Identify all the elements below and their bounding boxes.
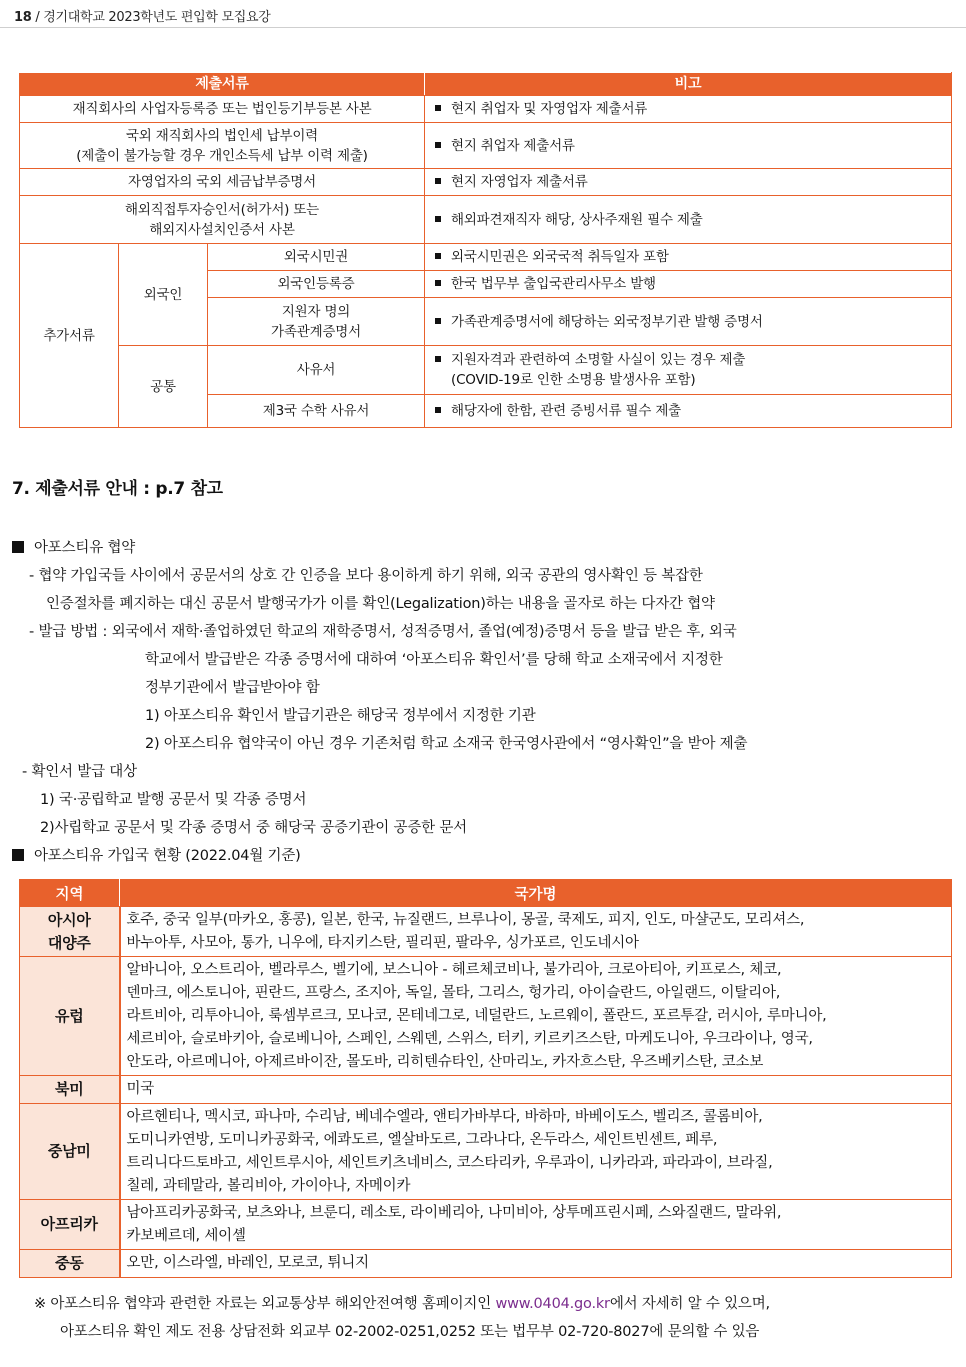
website-link[interactable]: www.0404.go.kr xyxy=(495,1296,610,1312)
countries-line: 안도라, 아르메니아, 아제르바이잔, 몰도바, 리히텐슈타인, 산마리노, 카자흐스탄, 우즈베키스탄, 코소보 xyxy=(126,1053,764,1070)
bullet-icon xyxy=(435,142,441,148)
header-divider xyxy=(0,27,966,28)
countries-line: 아르헨티나, 멕시코, 파나마, 수리남, 베네수엘라, 앤티가바부다, 바하마, 바베이도스, 벨리즈, 콜롬비아, xyxy=(126,1108,763,1125)
doc-cell: 자영업자의 국외 세금납부증명서 xyxy=(20,169,425,196)
member-states-heading xyxy=(12,842,957,870)
remark-text: 현지 취업자 제출서류 xyxy=(451,137,575,154)
countries-cell xyxy=(120,907,952,957)
target-item: 1) 국·공립학교 발행 공문서 및 각종 증명서 xyxy=(40,792,307,808)
countries-cell xyxy=(120,1200,952,1250)
method-sub-line: 1) 아포스티유 확인서 발급기관은 해당국 정부에서 지정한 기관 xyxy=(145,708,536,724)
countries-line: 호주, 중국 일부(마카오, 홍콩), 일본, 한국, 뉴질랜드, 브루나이, 몽골, 쿡제도, 피지, 인도, 마샬군도, 모리셔스, xyxy=(126,911,805,928)
doc-text: 지원자 명의 xyxy=(281,303,351,320)
section-title: 7. 제출서류 안내 : p.7 참고 xyxy=(12,479,223,499)
remark-cell xyxy=(425,244,952,271)
region-text: 아시아 xyxy=(47,910,91,929)
heading-text: 아포스티유 협약 xyxy=(34,540,136,556)
header-cell-countries: 국가명 xyxy=(120,880,952,907)
bullet-icon xyxy=(435,216,441,222)
remark-cell xyxy=(425,96,952,123)
region-cell: 유럽 xyxy=(20,957,120,1076)
countries-line: 바누아투, 사모아, 통가, 니우에, 타지키스탄, 필리핀, 팔라우, 싱가포르, 인도네시아 xyxy=(126,934,639,951)
countries-cell xyxy=(120,1104,952,1200)
doc-text: (제출이 불가능할 경우 개인소득세 납부 이력 제출) xyxy=(76,147,368,164)
remark-cell xyxy=(425,196,952,244)
footnote-text: 에서 자세히 알 수 있으며, xyxy=(609,1296,770,1312)
countries-line: 덴마크, 에스토니아, 핀란드, 프랑스, 조지아, 독일, 몰타, 그리스, 헝가리, 아이슬란드, 아일랜드, 이탈리아, xyxy=(126,984,781,1001)
footnote xyxy=(34,1290,959,1346)
method-sub-line: 2) 아포스티유 협약국이 아닌 경우 기존처럼 학교 소재국 한국영사관에서 “영사확인”을 받아 제출 xyxy=(145,736,748,752)
countries-line: 트리니다드토바고, 세인트루시아, 세인트키츠네비스, 코스타리카, 우루과이, 니카라과, 파라과이, 브라질, xyxy=(126,1154,773,1171)
foreigner-label: 외국인 xyxy=(119,244,208,346)
doc-cell xyxy=(208,298,425,346)
bullet-icon xyxy=(435,253,441,259)
method-line: - 발급 방법 : 외국에서 재학·졸업하였던 학교의 재학증명서, 성적증명서, 졸업(예정)증명서 등을 발급 받은 후, 외국 xyxy=(29,624,737,640)
heading-text: 아포스티유 가입국 현황 (2022.04월 기준) xyxy=(34,848,301,864)
bullet-icon xyxy=(435,105,441,111)
header-cell-region: 지역 xyxy=(20,880,120,907)
remark-cell xyxy=(425,123,952,169)
bullet-icon xyxy=(435,318,441,324)
desc-line: - 협약 가입국들 사이에서 공문서의 상호 간 인증을 보다 용이하게 하기 위해, 외국 공관의 영사확인 등 복잡한 xyxy=(29,568,703,584)
reference-mark: ※ xyxy=(34,1296,46,1312)
target-item: 2)사립학교 공문서 및 각종 증명서 중 해당국 공증기관이 공증한 문서 xyxy=(40,820,467,836)
region-cell xyxy=(20,907,120,957)
countries-line: 오만, 이스라엘, 바레인, 모로코, 튀니지 xyxy=(126,1255,369,1271)
apostille-description xyxy=(12,534,957,870)
doc-text: 해외지사설치인증서 사본 xyxy=(149,221,295,238)
countries-cell xyxy=(120,1250,952,1278)
doc-cell: 재직회사의 사업자등록증 또는 법인등기부등본 사본 xyxy=(20,96,425,123)
method-line: 학교에서 발급받은 각종 증명서에 대하여 ‘아포스티유 확인서’를 당해 학교 소재국에서 지정한 xyxy=(145,652,723,668)
bullet-icon xyxy=(435,280,441,286)
remark-text: (COVID-19로 인한 소명용 발생사유 포함) xyxy=(451,372,696,388)
countries-line: 라트비아, 리투아니아, 룩셈부르크, 모나코, 몬테네그로, 네덜란드, 노르웨이, 폴란드, 포르투갈, 러시아, 루마니아, xyxy=(126,1007,827,1024)
countries-line: 칠레, 과테말라, 볼리비아, 가이아나, 자메이카 xyxy=(126,1177,411,1194)
apostille-heading xyxy=(12,534,957,562)
countries-line: 세르비아, 슬로바키아, 슬로베니아, 스페인, 스웨덴, 스위스, 터키, 키르키즈스탄, 마케도니아, 우크라이나, 영국, xyxy=(126,1030,813,1047)
doc-cell: 외국인등록증 xyxy=(208,271,425,298)
member-states-table xyxy=(19,879,952,1278)
doc-text: 국외 재직회사의 법인세 납부이력 xyxy=(125,127,319,144)
countries-cell xyxy=(120,957,952,1076)
header-cell-documents: 제출서류 xyxy=(20,73,425,96)
bullet-icon xyxy=(435,407,441,413)
page-number: 18 xyxy=(14,10,32,25)
header-cell-remarks: 비고 xyxy=(425,73,952,96)
required-documents-table xyxy=(19,72,952,428)
region-cell: 중남미 xyxy=(20,1104,120,1200)
countries-cell xyxy=(120,1076,952,1104)
square-bullet-icon xyxy=(12,541,24,553)
remark-cell xyxy=(425,346,952,395)
doc-cell: 제3국 수학 사유서 xyxy=(208,395,425,428)
doc-cell: 외국시민권 xyxy=(208,244,425,271)
remark-cell xyxy=(425,298,952,346)
extra-docs-label: 추가서류 xyxy=(20,244,119,428)
remark-text: 가족관계증명서에 해당하는 외국정부기관 발행 증명서 xyxy=(451,313,763,330)
remark-text: 해외파견재직자 해당, 상사주재원 필수 제출 xyxy=(451,211,703,228)
method-line: 정부기관에서 발급받아야 함 xyxy=(145,680,320,696)
page-header xyxy=(14,6,271,25)
doc-title: 경기대학교 2023학년도 편입학 모집요강 xyxy=(43,10,271,25)
doc-cell: 사유서 xyxy=(208,346,425,395)
footnote-line-1 xyxy=(34,1290,959,1318)
remark-text: 한국 법무부 출입국관리사무소 발행 xyxy=(451,276,656,292)
doc-text: 가족관계증명서 xyxy=(271,323,361,340)
remark-cell xyxy=(425,395,952,428)
countries-line: 남아프리카공화국, 보츠와나, 브룬디, 레소토, 라이베리아, 나미비아, 상투메프린시페, 스와질랜드, 말라위, xyxy=(126,1204,782,1221)
remark-cell xyxy=(425,271,952,298)
remark-text: 현지 자영업자 제출서류 xyxy=(451,174,588,190)
target-title: - 확인서 발급 대상 xyxy=(22,764,137,780)
footnote-text: 아포스티유 협약과 관련한 자료는 외교통상부 해외안전여행 홈페이지인 xyxy=(50,1296,492,1312)
region-text: 대양주 xyxy=(47,933,91,952)
header-separator: / xyxy=(35,10,40,25)
region-cell: 중동 xyxy=(20,1250,120,1278)
doc-cell xyxy=(20,123,425,169)
region-cell: 북미 xyxy=(20,1076,120,1104)
countries-line: 미국 xyxy=(126,1081,155,1097)
doc-text: 해외직접투자승인서(허가서) 또는 xyxy=(125,201,319,218)
countries-line: 카보베르데, 세이셸 xyxy=(126,1227,246,1244)
countries-line: 알바니아, 오스트리아, 벨라루스, 벨기에, 보스니아 - 헤르체코비나, 불가리아, 크로아티아, 키프로스, 체코, xyxy=(126,961,782,978)
remark-cell xyxy=(425,169,952,196)
desc-line: 인증절차를 폐지하는 대신 공문서 발행국가가 이를 확인(Legalization)하는 내용을 골자로 하는 다자간 협약 xyxy=(46,596,715,612)
bullet-icon xyxy=(435,356,441,362)
remark-text: 지원자격과 관련하여 소명할 사실이 있는 경우 제출 xyxy=(451,352,746,368)
remark-text: 해당자에 한함, 관련 증빙서류 필수 제출 xyxy=(451,403,682,419)
remark-text: 외국시민권은 외국국적 취득일자 포함 xyxy=(451,249,669,265)
doc-cell xyxy=(20,196,425,244)
remark-text: 현지 취업자 및 자영업자 제출서류 xyxy=(451,101,648,117)
square-bullet-icon xyxy=(12,849,24,861)
bullet-icon xyxy=(435,178,441,184)
footnote-line-2: 아포스티유 확인 제도 전용 상담전화 외교부 02-2002-0251,0252 또는 법무부 02-720-8027에 문의할 수 있음 xyxy=(60,1324,760,1340)
common-label: 공통 xyxy=(119,346,208,428)
region-cell: 아프리카 xyxy=(20,1200,120,1250)
countries-line: 도미니카연방, 도미니카공화국, 에콰도르, 엘살바도르, 그라나다, 온두라스, 세인트빈센트, 페루, xyxy=(126,1131,718,1148)
